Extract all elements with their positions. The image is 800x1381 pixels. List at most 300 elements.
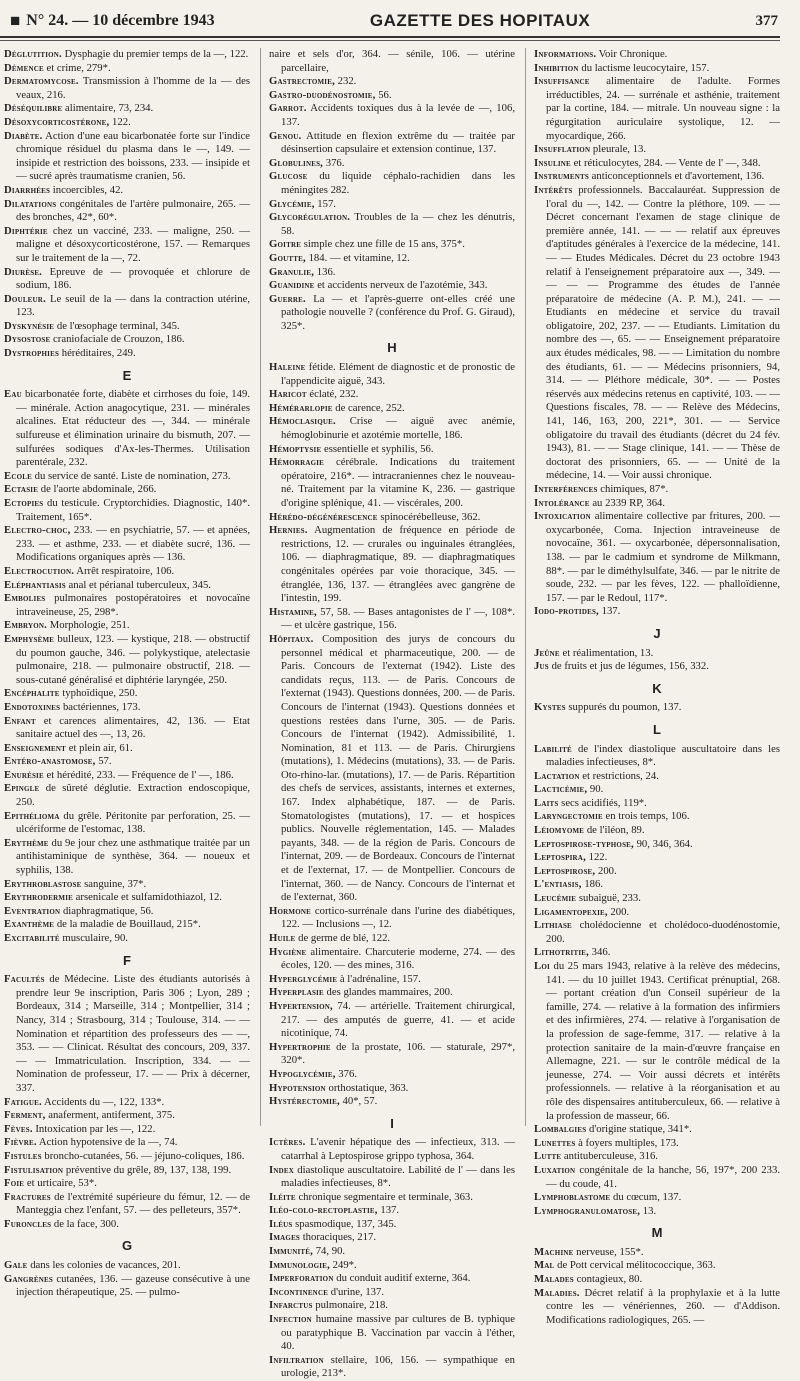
index-entry	[534, 1191, 780, 1205]
entry-headword: Gale	[4, 1259, 28, 1272]
entry-text: à foyers multiples, 173.	[575, 1136, 679, 1149]
entry-text: anal et périanal tuberculeux, 345.	[65, 578, 211, 591]
entry-headword: Lunettes	[534, 1136, 576, 1149]
index-entry	[534, 1150, 780, 1164]
entry-headword: Iléo-colo-rectoplastie,	[269, 1204, 378, 1217]
section-letter: H	[387, 340, 397, 356]
entry-headword: Hôpitaux.	[269, 632, 314, 645]
index-entry	[534, 647, 780, 661]
entry-text: du testicule. Cryptorchidies. Diagnostic, 140*. Traitement, 165*.	[16, 497, 250, 523]
entry-text: Voir Chronique.	[596, 48, 668, 60]
entry-text: bulleux, 123. — kystique, 218. — obstructif du poumon gauche, 346. — polykystique, atelectasie pulmonaire, 218. — pulmonaire obstructif, 218. — sous-cutané généralisé et diphtérie laryngée, 250.	[16, 632, 250, 686]
entry-headword: Hystérectomie,	[269, 1095, 340, 1108]
entry-text: du 9e jour chez une asthmatique traitée par un antihistaminique de synthèse, 364. — noueux et syphilis, 138.	[16, 836, 250, 877]
entry-text: du 25 mars 1943, relative à la relève des médecins, 141. — du 10 juillet 1943. Certificat prénuptial, 268. — portant création d'un Conseil supérieur de la famille, 274. — relative à la formation des infirmiers et des infirmières, 274. — relative à l'organisation de la profession de sage-femme, 317. — relative à la protection sanitaire de la main-d'œuvre française en Allemagne, 221. — sur le contrôle médical de la jeunesse, 274. — Voir aussi décrets et intérêts professionnels. — relative à la réorganisation et au rôle des dispensaires antituberculeux, 66. — relative à la profession de masseur, 66.	[546, 960, 780, 1122]
entry-headword: Erythroblastose	[4, 877, 82, 890]
index-entry	[534, 701, 780, 715]
entry-text: de fruits et jus de légumes, 156, 332.	[548, 660, 709, 673]
index-entry	[269, 293, 515, 334]
entry-headword: Images	[269, 1231, 301, 1244]
entry-text: Attitude en flexion extrême du — traitée par désinsertion capsulaire et extension continue, 137.	[281, 129, 515, 156]
entry-text: 346.	[589, 946, 611, 959]
entry-headword: Epithélioma	[4, 809, 60, 822]
index-entry	[534, 960, 780, 1123]
entry-headword: Encéphalite	[4, 687, 60, 700]
index-entry	[4, 837, 250, 878]
section-letter: G	[121, 1238, 133, 1254]
entry-headword: Ectopies	[4, 497, 44, 509]
index-entry	[269, 415, 515, 442]
entry-headword: Hypertrophie	[269, 1040, 331, 1053]
entry-text: professionnels. Baccalauréat. Suppression de l'oral du —, 142. — Contre la pléthore, 109. — — Décret concernant l'examen de stage clinique de première année, 141. — — — relatif aux épreuves d'aptitudes générales à l'exercice de la médecine, 141. — — Etudes Médicales. Décret du 23 octobre 1943 relatif à l'enseignement préparatoire aux —, 349. — — — — Programme des études de l'année préparatoire de médecine (A. P. M.), 241. — — Etudiants en médecine et service du travail obligatoire, 202, 237. — — Etudiants. Limitation du nombre des —, 65. — — Enseignement préparatoire aux études médicales, 98. — — Limitation du nombre des étudiants, 61. — — Médecins prisonniers, 94, 314. — — Pléthore médicale, 30*. — — Postes réservés aux médecins retenus en captivité, 103. — — Questions fiscales, 78. — — Relève des Médecins, 141, 146, 163, 200, 221*, 301. — — Service obligatoire du travail des étudiants (décret du 24 fév. 1943), 81. — — Stage clinique, 141. — — Thèse de doctorat des prisonniers, 65. — — Unité de la médecine, 14. — Voir aussi chronique.	[546, 183, 780, 482]
index-entry	[534, 770, 780, 784]
entry-headword: Machine	[534, 1245, 574, 1258]
entry-headword: Histamine,	[269, 605, 317, 618]
index-entry	[534, 783, 780, 797]
entry-text: pulmonaire, 218.	[312, 1299, 388, 1312]
entry-headword: Lombalgies	[534, 1123, 587, 1136]
entry-text: de germe de blé, 122.	[295, 932, 391, 944]
index-entry	[269, 1204, 515, 1218]
index-entry	[534, 838, 780, 852]
entry-headword: Déglutition.	[4, 48, 62, 60]
index-entry	[269, 1313, 515, 1354]
entry-headword: Loi	[534, 960, 550, 972]
entry-text: stellaire, 106, 156. — sympathique en urologie, 213*.	[281, 1353, 515, 1380]
index-entry	[534, 906, 780, 920]
entry-text: musculaire, 90.	[59, 932, 128, 944]
entry-headword: Exanthème	[4, 918, 55, 931]
index-entry	[269, 252, 515, 266]
index-entry	[4, 347, 250, 361]
entry-headword: Insufflation	[534, 143, 591, 156]
entry-headword: Foie	[4, 1177, 25, 1190]
entry-text: spinocérébelleuse, 362.	[377, 510, 481, 523]
index-entry	[4, 918, 250, 932]
entry-headword: Dyskynésie	[4, 319, 55, 332]
entry-headword: Infiltration	[269, 1353, 324, 1366]
entry-headword: Gastrectomie,	[269, 75, 335, 88]
entry-text: de la prostate, 106. — staturale, 297*, 320*.	[281, 1040, 515, 1067]
issue-number: N° 24. — 10 décembre 1943	[26, 12, 215, 29]
entry-headword: Hypertension,	[269, 999, 333, 1012]
entry-headword: Lacticémie,	[534, 783, 588, 796]
index-entry	[4, 1218, 250, 1232]
entry-headword: Ectasie	[4, 483, 39, 496]
entry-text: 249*.	[329, 1258, 357, 1271]
entry-text: de l'aorte abdominale, 266.	[38, 483, 157, 496]
entry-text: de Médecine. Liste des étudiants autorisés à prendre leur 9e inscription, Paris 306 ; Lyon, 289 ; Bordeaux, 314 ; Marseille, 314 ; Montpellier, 314 ; Nancy, 314 ; Strasbourg, 314 ; Toulouse, 314. — — Nomination et répartition des professeurs des — —, 353. — — Clinicat. Résultat des concours, 209, 337. — — Immatriculation. Inscription, 334. — — Nomination de professeur, 17. — — Prix à décerner, 337.	[16, 973, 250, 1094]
index-entry	[269, 1286, 515, 1300]
page-number: 377	[755, 12, 778, 29]
entry-text: bactériennes, 173.	[60, 700, 141, 713]
index-entry	[269, 1191, 515, 1205]
entry-text: de la maladie de Bouillaud, 215*.	[54, 918, 201, 931]
index-entry	[269, 388, 515, 402]
entry-text: 40*, 57.	[339, 1095, 378, 1108]
index-entry	[534, 75, 780, 143]
index-entry	[4, 102, 250, 116]
entry-headword: Fatigue.	[4, 1095, 42, 1108]
journal-title: GAZETTE DES HOPITAUX	[369, 11, 591, 30]
index-entry	[269, 238, 515, 252]
entry-text: 137.	[598, 605, 621, 618]
entry-text: Le seuil de la — dans la contraction utérine, 123.	[16, 292, 250, 319]
index-entry	[4, 810, 250, 837]
index-entry	[269, 986, 515, 1000]
index-columns	[0, 48, 784, 1380]
index-entry	[4, 633, 250, 687]
index-entry	[269, 75, 515, 89]
entry-text: naire et sels d'or, 364. — sénile, 106. — utérine parcellaire,	[269, 48, 515, 74]
entry-headword: Hypotension	[269, 1081, 326, 1094]
index-entry	[269, 1068, 515, 1082]
index-entry	[4, 769, 250, 783]
entry-text: broncho-cutanées, 56. — jéjuno-coliques, 186.	[41, 1149, 245, 1162]
index-entry	[534, 48, 780, 62]
entry-headword: Diarrhées	[4, 183, 51, 196]
entry-text: au 2339 RP, 364.	[589, 496, 666, 509]
entry-headword: Granulie,	[269, 265, 315, 278]
index-entry	[4, 483, 250, 497]
entry-headword: Hormone	[269, 904, 311, 917]
index-entry	[269, 170, 515, 197]
index-entry	[269, 1299, 515, 1313]
entry-text: pulmonaires postopératoires et novocaïne intraveineuse, 25, 298*.	[16, 592, 250, 618]
entry-headword: Haleine	[269, 361, 306, 374]
entry-text: de l'extrémité supérieure du fémur, 12. — de Manteggia chez l'enfant, 57. — des pelleteurs, 357*.	[16, 1190, 250, 1217]
entry-headword: Iléus	[269, 1217, 293, 1230]
entry-text: et restrictions, 24.	[579, 769, 659, 782]
entry-headword: Kystes	[534, 701, 566, 714]
entry-headword: Leptospira,	[534, 851, 586, 864]
entry-headword: Informations.	[534, 48, 597, 60]
entry-text: Accidents toxiques dus à la levée de —, 106, 137.	[281, 102, 515, 128]
index-entry	[4, 116, 250, 130]
index-entry	[534, 1123, 780, 1137]
entry-text: typhoïdique, 250.	[59, 687, 138, 700]
index-entry	[269, 1041, 515, 1068]
entry-text: humaine massive par cultures de B. typhique ou paratyphique B. Vaccination par vaccin à l'éther, 40.	[281, 1313, 515, 1353]
entry-headword: Immunité,	[269, 1245, 314, 1258]
index-entry	[269, 211, 515, 238]
entry-headword: Iodo-protides,	[534, 605, 599, 618]
entry-headword: Eléphantiasis	[4, 578, 66, 591]
entry-text: 122.	[109, 115, 131, 128]
entry-text: arsenicale et sulfamidothiazol, 12.	[73, 891, 222, 904]
entry-text: pleurale, 13.	[590, 143, 647, 156]
entry-text: La — et l'après-guerre ont-elles créé une pathologie nouvelle ? (conférence du Prof. G. Giraud), 325*.	[281, 292, 515, 332]
entry-headword: Hypoglycémie,	[269, 1067, 336, 1080]
index-entry	[269, 932, 515, 946]
entry-text: de la face, 300.	[51, 1217, 119, 1230]
entry-headword: Furoncles	[4, 1217, 52, 1230]
entry-text: et réticulocytes, 284. — Vente de l' —, 348.	[570, 156, 761, 169]
entry-text: à l'adrénaline, 157.	[337, 972, 421, 985]
entry-text: chimiques, 87*.	[597, 483, 669, 495]
index-entry	[4, 973, 250, 1095]
entry-text: Epreuve de — provoquée et chlorure de sodium, 186.	[16, 265, 250, 292]
entry-headword: Garrot.	[269, 102, 307, 115]
index-entry	[269, 402, 515, 416]
entry-headword: Hémoptysie	[269, 442, 322, 455]
entry-text: de carence, 252.	[332, 401, 405, 414]
index-entry	[269, 1095, 515, 1109]
entry-text: de l'iléon, 89.	[584, 824, 645, 837]
entry-headword: Jeûne	[534, 646, 560, 659]
entry-headword: Endotoxines	[4, 700, 61, 713]
entry-text: bicarbonatée forte, diabète et cirrhoses du foie, 149. — minérale. Action anagocytique, 231. — minérales alcalines. Etat réducteur des —, 344. — minérale sulfureuse et élimination urinaire du bismuth, 207. — sulfurées sodiques d'Ax-les-Thermes. Utilisation parentérale, 232.	[16, 388, 250, 469]
entry-text: diastolique auscultatoire. Labilité de l' — dans les maladies infectieuses, 8*.	[281, 1163, 515, 1190]
entry-headword: Diurèse.	[4, 265, 43, 278]
entry-headword: Guerre.	[269, 292, 306, 305]
entry-headword: Facultés	[4, 973, 45, 986]
entry-text: Augmentation de fréquence en période de restrictions, 12. — crurales ou inguinales étranglées, 106. — diaphragmatique, 89. — diaphragmatiques congénitales opérées par voie thoracique, 345. — étranglée, 136, 137. — étranglées avec gangrène de l'intestin, 199.	[281, 524, 515, 605]
entry-headword: Dermatomycose.	[4, 75, 79, 88]
index-entry	[4, 715, 250, 742]
entry-headword: Leucémie	[534, 892, 577, 905]
entry-headword: Diphtérie	[4, 224, 48, 237]
entry-text: incoercibles, 42.	[50, 183, 124, 196]
entry-text: 90.	[587, 783, 604, 796]
entry-text: orthostatique, 363.	[325, 1081, 409, 1094]
entry-headword: Glucose	[269, 170, 308, 183]
entry-text: antituberculeuse, 316.	[561, 1150, 658, 1163]
entry-headword: Fractures	[4, 1190, 51, 1203]
index-entry	[534, 1259, 780, 1273]
entry-text: et réalimentation, 13.	[559, 646, 654, 659]
index-entry	[4, 333, 250, 347]
index-entry	[534, 62, 780, 76]
entry-text: Transmission à l'homme de la — des veaux, 216.	[16, 75, 250, 101]
entry-text: du conduit auditif externe, 364.	[333, 1272, 471, 1285]
entry-headword: Hémorragie	[269, 456, 325, 469]
index-entry	[534, 919, 780, 946]
index-entry	[269, 1136, 515, 1163]
section-letter: E	[122, 367, 132, 383]
entry-text: de sûreté déglutie. Extraction endoscopique, 250.	[16, 782, 250, 809]
entry-text: préventive du grêle, 89, 137, 138, 199.	[63, 1163, 232, 1176]
entry-text: fétide. Elément de diagnostic et de pronostic de l'appendicite aiguë, 343.	[281, 361, 515, 387]
index-entry	[4, 1123, 250, 1137]
entry-headword: Fièvre.	[4, 1136, 37, 1149]
entry-headword: Eventration	[4, 904, 61, 917]
entry-headword: Hygiène	[269, 945, 307, 958]
entry-text: Dysphagie du premier temps de la —, 122.	[61, 48, 249, 60]
entry-text: 122.	[585, 851, 608, 864]
entry-text: chronique segmentaire et terminale, 363.	[295, 1190, 473, 1203]
entry-text: Troubles de la — chez les dénutris, 58.	[281, 211, 515, 237]
entry-text: essentielle et syphilis, 56.	[321, 442, 434, 455]
index-entry	[269, 1082, 515, 1096]
entry-headword: Electro-choc,	[4, 524, 71, 537]
entry-text: cholédocienne et cholédoco-duodénostomie, 200.	[546, 919, 780, 945]
entry-headword: Lutte	[534, 1150, 562, 1163]
entry-text: Arrêt respiratoire, 106.	[74, 564, 175, 577]
index-entry	[269, 1245, 515, 1259]
index-entry	[534, 170, 780, 184]
index-entry	[4, 75, 250, 102]
entry-text: 90, 346, 364.	[633, 837, 693, 850]
index-entry	[269, 1231, 515, 1245]
index-entry	[269, 443, 515, 457]
index-entry	[4, 878, 250, 892]
entry-text: et hérédité, 233. — Fréquence de l' —, 186.	[43, 768, 234, 781]
entry-text: alimentaire, 73, 234.	[62, 102, 154, 115]
entry-headword: Genou.	[269, 129, 302, 142]
index-entry	[269, 1259, 515, 1273]
entry-text: du cœcum, 137.	[610, 1191, 682, 1204]
entry-text: 74, 90.	[313, 1245, 346, 1258]
entry-headword: Dystrophies	[4, 347, 60, 360]
entry-text: 57.	[95, 755, 112, 768]
index-entry	[4, 497, 250, 524]
entry-headword: Hémoclasique.	[269, 415, 336, 428]
entry-headword: Hernies.	[269, 524, 308, 537]
entry-text: 13.	[640, 1204, 657, 1217]
entry-headword: Ferment,	[4, 1109, 46, 1122]
entry-text: Morphologie, 251.	[47, 619, 130, 632]
entry-text: nerveuse, 155*.	[573, 1245, 644, 1258]
entry-headword: Huile	[269, 932, 296, 944]
entry-text: 74. — artérielle. Traitement chirurgical, 217. — des amputés de guerre, 41. — et acide nicotinique, 74.	[281, 999, 515, 1040]
entry-headword: Infection	[269, 1313, 312, 1326]
index-entry	[534, 660, 780, 674]
entry-text: et urticaire, 53*.	[24, 1177, 97, 1190]
entry-headword: Dysostose	[4, 333, 51, 346]
section-letter: J	[653, 625, 661, 641]
entry-text: 157.	[314, 197, 336, 210]
entry-headword: Erythème	[4, 836, 49, 849]
entry-text: Intoxication par les —, 122.	[32, 1122, 156, 1135]
index-entry	[534, 1287, 780, 1328]
entry-headword: Insuffisance	[534, 75, 590, 88]
index-entry	[534, 878, 780, 892]
entry-headword: Embryon.	[4, 619, 48, 632]
entry-headword: Index	[269, 1163, 294, 1176]
entry-headword: Goutte,	[269, 251, 306, 264]
entry-text: d'origine statique, 341*.	[586, 1123, 692, 1136]
index-entry	[534, 892, 780, 906]
entry-headword: Jus	[534, 660, 549, 673]
entry-headword: Epingle	[4, 782, 40, 795]
entry-headword: Fistules	[4, 1149, 42, 1162]
index-entry	[534, 1164, 780, 1191]
entry-headword: Inhibition	[534, 61, 579, 74]
index-entry	[269, 361, 515, 388]
index-entry	[269, 266, 515, 280]
index-entry	[4, 293, 250, 320]
index-entry	[534, 157, 780, 171]
entry-text: du liquide céphalo-rachidien dans les méningites 282.	[281, 170, 515, 196]
entry-headword: Goitre	[269, 238, 302, 251]
entry-text: subaiguë, 233.	[576, 892, 641, 905]
entry-text: simple chez une fille de 15 ans, 375*.	[301, 238, 465, 251]
section-letter: F	[123, 952, 131, 968]
entry-text: secs acidifiés, 119*.	[558, 796, 647, 809]
entry-text: craniofaciale de Crouzon, 186.	[50, 333, 185, 346]
index-entry	[534, 483, 780, 497]
entry-text: alimentaire. Charcuterie moderne, 274. — des écoles, 120. — des mines, 316.	[281, 945, 515, 972]
entry-text: 136.	[314, 265, 336, 278]
entry-headword: Entéro-anastomose,	[4, 755, 96, 768]
index-entry	[269, 198, 515, 212]
entry-headword: Insuline	[534, 156, 571, 169]
index-entry	[4, 1109, 250, 1123]
entry-text: anaferment, antiferment, 375.	[45, 1109, 175, 1122]
entry-headword: Fèves.	[4, 1122, 33, 1135]
entry-headword: Douleur.	[4, 292, 46, 305]
index-entry	[4, 1150, 250, 1164]
entry-text: de l'index diastolique auscultatoire dans les maladies infectieuses, 8*.	[546, 742, 780, 769]
entry-headword: Interférences	[534, 483, 598, 495]
index-entry	[4, 1096, 250, 1110]
header-rule	[0, 36, 780, 38]
index-entry	[534, 184, 780, 483]
index-entry	[4, 755, 250, 769]
entry-headword: Désoxycorticostérone,	[4, 115, 110, 128]
index-entry	[534, 497, 780, 511]
header-mark-left: ■	[10, 11, 21, 30]
entry-headword: Intoxication	[534, 510, 591, 523]
index-entry	[4, 687, 250, 701]
index-entry	[269, 633, 515, 905]
index-entry	[269, 1218, 515, 1232]
index-entry	[4, 932, 250, 946]
entry-headword: Déséquilibre	[4, 102, 63, 115]
index-entry	[534, 743, 780, 770]
index-entry	[534, 824, 780, 838]
index-entry	[534, 143, 780, 157]
entry-headword: Enseignement	[4, 741, 67, 754]
section-letter: L	[653, 721, 661, 737]
entry-headword: Ligamentopexie,	[534, 905, 608, 918]
entry-headword: Lithiase	[534, 919, 572, 932]
section-letter: M	[651, 1225, 663, 1241]
entry-text: contagieux, 80.	[573, 1273, 643, 1286]
index-entry	[534, 810, 780, 824]
index-entry	[269, 511, 515, 525]
index-entry	[534, 851, 780, 865]
index-entry	[269, 89, 515, 103]
entry-text: et plein air, 61.	[66, 741, 133, 754]
entry-headword: Glycémie,	[269, 197, 315, 210]
entry-headword: Excitabilité	[4, 932, 60, 944]
entry-text: du lactisme leucocytaire, 157.	[578, 61, 710, 74]
entry-text: congénitale de la hanche, 56, 197*, 200 233. — du coude, 41.	[546, 1163, 780, 1190]
index-entry	[269, 1164, 515, 1191]
entry-headword: Emphysème	[4, 632, 55, 645]
index-entry	[269, 606, 515, 633]
entry-headword: Fistulisation	[4, 1163, 64, 1176]
entry-text: d'urine, 137.	[328, 1285, 385, 1298]
entry-headword: Hyperplasie	[269, 986, 324, 999]
entry-headword: Léiomyome	[534, 824, 585, 837]
entry-headword: Dilatations	[4, 197, 57, 210]
index-entry	[4, 1136, 250, 1150]
entry-text: 232.	[334, 75, 357, 88]
entry-text: alimentaire de l'adulte. Formes irréductibles, 24. — surrénale et asthénie, traitement par la cortine, 184. — mitrale. Un nouveau signe : la régurgitation auriculaire systolique, 12. — myocardique, 266.	[546, 75, 780, 142]
index-entry	[4, 1177, 250, 1191]
index-entry	[269, 102, 515, 129]
index-column-3	[525, 48, 780, 1326]
entry-text: Crise — aiguë avec anémie, hémoglobinurie et azotémie mortelle, 186.	[281, 415, 515, 442]
entry-headword: Enfant	[4, 714, 36, 727]
entry-text: diaphragmatique, 56.	[60, 904, 154, 917]
entry-text: de Pott cervical mélitococcique, 363.	[554, 1259, 716, 1272]
index-entry	[269, 1000, 515, 1041]
entry-text: 137.	[377, 1204, 400, 1217]
